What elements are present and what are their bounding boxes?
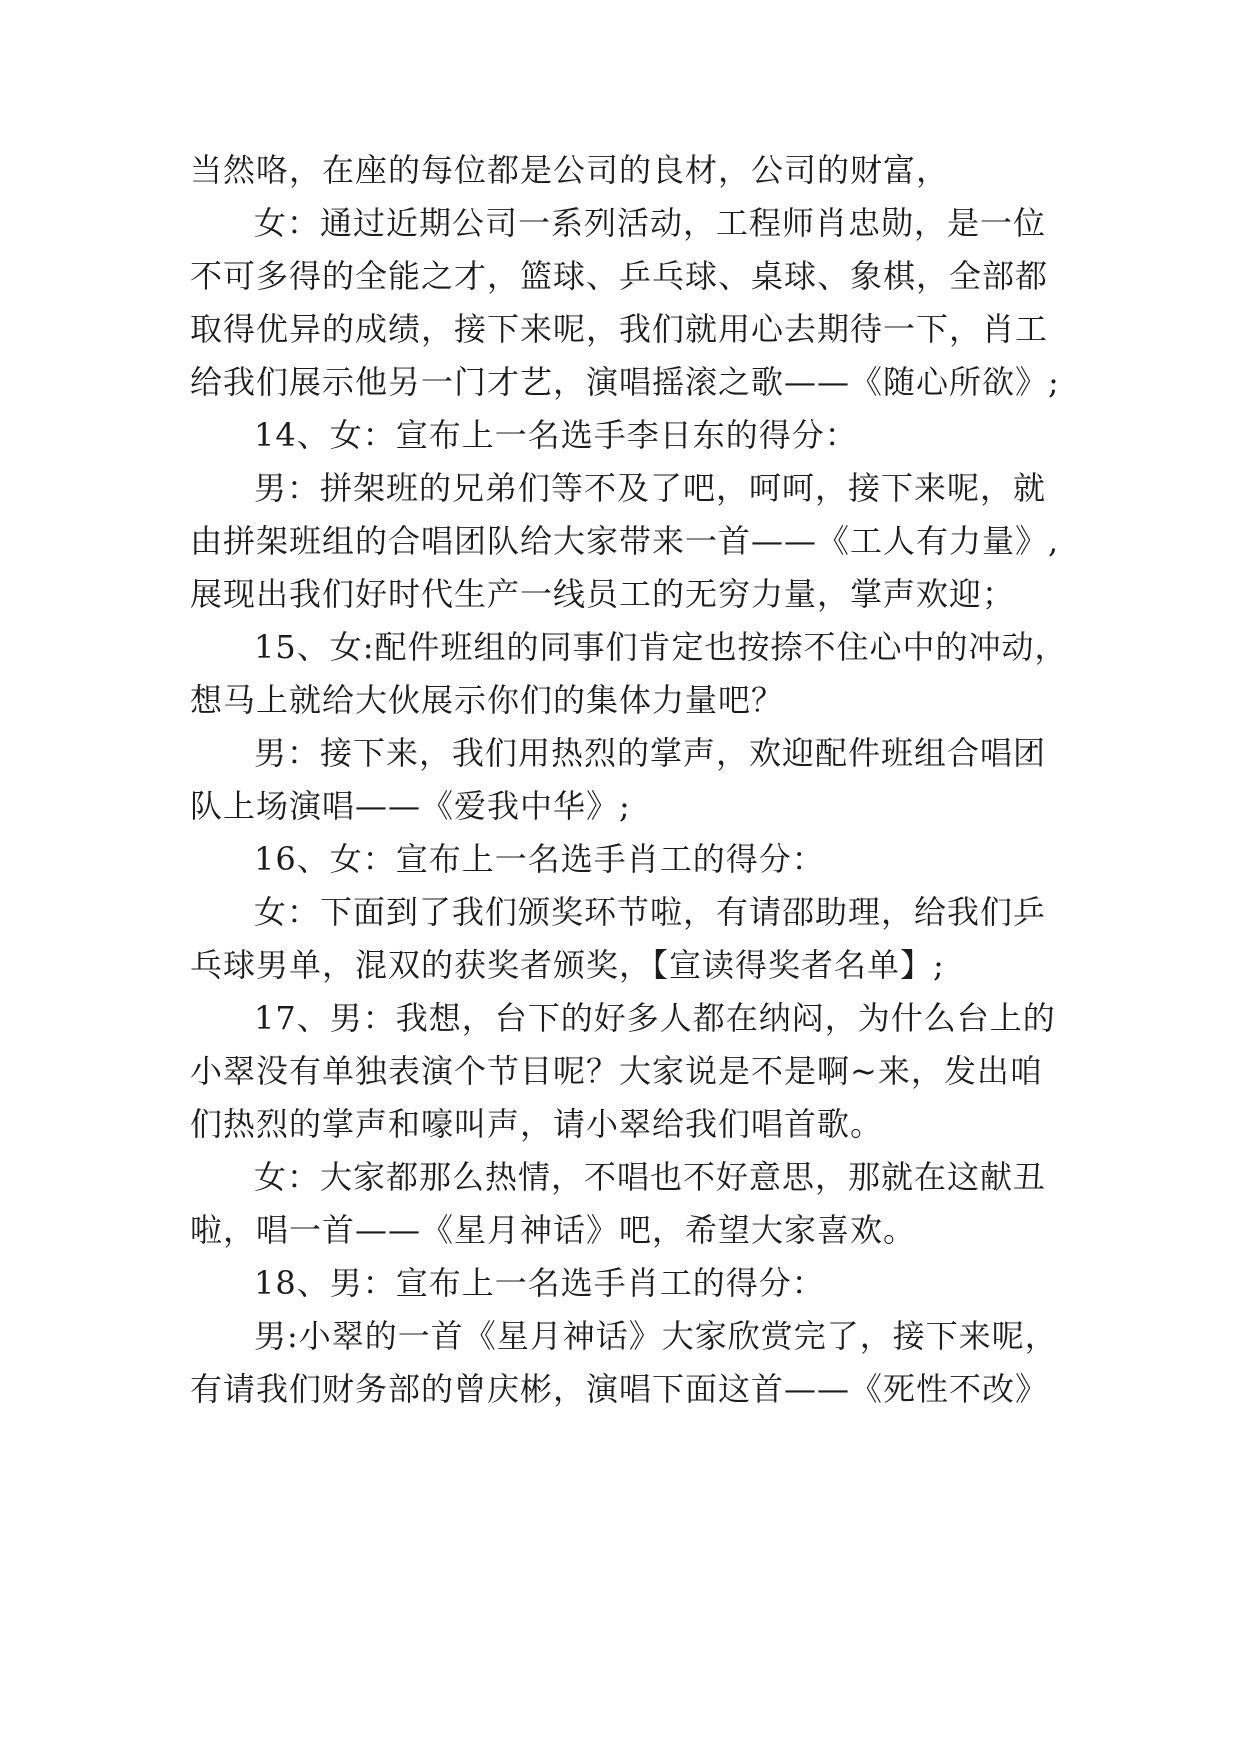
- text-line: 队上场演唱——《爱我中华》;: [190, 787, 631, 825]
- text-line: 由拼架班组的合唱团队给大家带来一首——《工人有力量》,: [190, 522, 1060, 560]
- text-line: 取得优异的成绩，接下来呢，我们就用心去期待一下，肖工: [190, 310, 1049, 348]
- text-line: 有请我们财务部的曾庆彬，演唱下面这首——《死性不改》: [190, 1370, 1049, 1408]
- text-line: 女：下面到了我们颁奖环节啦，有请邵助理，给我们乒: [254, 893, 1047, 931]
- text-line: 啦，唱一首——《星月神话》吧，希望大家喜欢。: [190, 1211, 917, 1249]
- text-line: 乓球男单，混双的获奖者颁奖，【宣读得奖者名单】;: [190, 946, 945, 984]
- text-line: 们热烈的掌声和嚎叫声，请小翠给我们唱首歌。: [190, 1105, 884, 1143]
- text-line: 男：接下来，我们用热烈的掌声，欢迎配件班组合唱团: [254, 734, 1047, 772]
- text-line: 16、女：宣布上一名选手肖工的得分：: [254, 840, 825, 878]
- text-line: 小翠没有单独表演个节目呢？大家说是不是啊~来，发出咱: [190, 1052, 1043, 1090]
- text-line: 男：拼架班的兄弟们等不及了吧，呵呵，接下来呢，就: [254, 469, 1047, 507]
- text-line: 女：大家都那么热情，不唱也不好意思，那就在这献丑: [254, 1158, 1047, 1196]
- text-line: 15、女:配件班组的同事们肯定也按捺不住心中的冲动，: [254, 628, 1068, 666]
- text-line: 女：通过近期公司一系列活动，工程师肖忠勋，是一位: [254, 204, 1047, 242]
- text-line: 男:小翠的一首《星月神话》大家欣赏完了，接下来呢，: [254, 1317, 1058, 1355]
- text-line: 14、女：宣布上一名选手李日东的得分：: [254, 416, 858, 454]
- text-line: 当然咯，在座的每位都是公司的良材，公司的财富，: [190, 151, 950, 189]
- text-line: 展现出我们好时代生产一线员工的无穷力量，掌声欢迎；: [190, 575, 1016, 613]
- text-line: 17、男：我想，台下的好多人都在纳闷，为什么台上的: [254, 999, 1056, 1037]
- text-line: 不可多得的全能之才，篮球、乒乓球、桌球、象棋，全部都: [190, 257, 1049, 295]
- text-line: 想马上就给大伙展示你们的集体力量吧？: [190, 681, 785, 719]
- text-line: 给我们展示他另一门才艺，演唱摇滚之歌——《随心所欲》;: [190, 363, 1060, 401]
- text-line: 18、男：宣布上一名选手肖工的得分：: [254, 1264, 825, 1302]
